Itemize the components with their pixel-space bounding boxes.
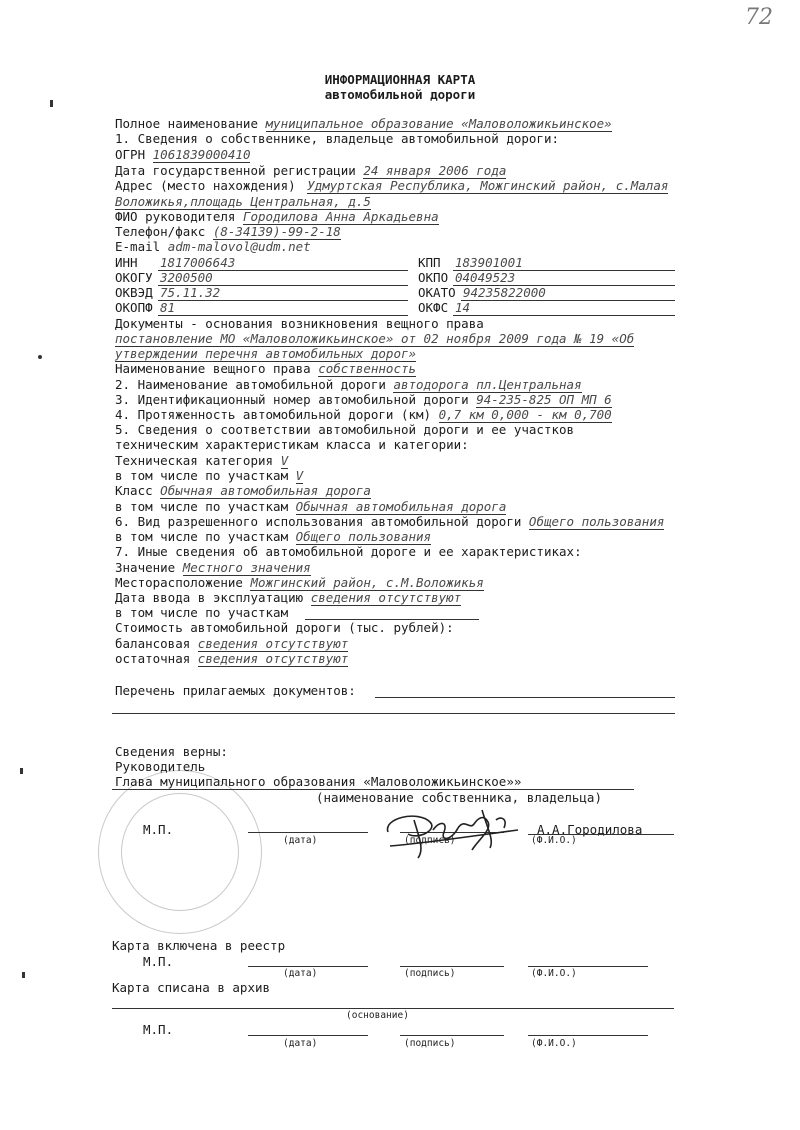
- balance-value: сведения отсутствуют: [197, 636, 349, 651]
- kpp-label: КПП: [418, 255, 441, 270]
- balance-label: балансовая: [115, 636, 191, 651]
- email-label: E-mail: [115, 239, 161, 254]
- signature-caption-1: (подпись): [404, 835, 456, 846]
- significance-label: Значение: [115, 560, 176, 575]
- attached-docs-line-2: [112, 713, 675, 714]
- head-title: Руководитель: [115, 759, 206, 774]
- section-5-line-1: 5. Сведения о соответствии автомобильной дороги и ее участков: [115, 422, 575, 437]
- full-name-row: [115, 116, 612, 132]
- commission-row: [115, 590, 461, 606]
- signature-line-2: [400, 966, 504, 967]
- date-caption-2: (дата): [283, 968, 318, 979]
- signature-caption-3: (подпись): [404, 1038, 456, 1049]
- phone-label: Телефон/факс: [115, 224, 206, 239]
- okogu-label: ОКОГУ: [115, 270, 153, 285]
- right-name-label: Наименование вещного права: [115, 361, 311, 376]
- date-line-3: [248, 1035, 368, 1036]
- okopf-label: ОКОПФ: [115, 300, 153, 315]
- head-label: ФИО руководителя: [115, 209, 236, 224]
- docs-basis-value-1: [115, 331, 634, 347]
- document-subtitle: автомобильной дороги: [324, 87, 476, 102]
- okpo-value: 04049523: [455, 270, 516, 285]
- page-number: 72: [745, 5, 773, 30]
- official-seal: [98, 770, 262, 934]
- class-value: Обычная автомобильная дорога: [160, 483, 371, 498]
- class-label: Класс: [115, 483, 153, 498]
- okfs-label: ОКФС: [418, 300, 449, 315]
- okved-label: ОКВЭД: [115, 285, 153, 300]
- section-4-label: 4. Протяженность автомобильной дороги (км): [115, 407, 432, 422]
- section-2-label: 2. Наименование автомобильной дороги: [115, 377, 386, 392]
- commission-label: Дата ввода в эксплуатацию: [115, 590, 304, 605]
- ogrn-label: ОГРН: [115, 147, 146, 162]
- seal-place-3: М.П.: [143, 1022, 174, 1037]
- location-row: [115, 575, 484, 591]
- tech-category-parts-row: [115, 468, 303, 484]
- balance-row: [115, 636, 348, 652]
- okved-line: [158, 300, 408, 301]
- docs-basis-label: Документы - основания возникновения вещного права: [115, 316, 484, 331]
- tech-category-row: [115, 453, 288, 469]
- okato-line: [461, 300, 675, 301]
- seal-place-2: М.П.: [143, 954, 174, 969]
- residual-row: [115, 651, 348, 667]
- head-value: Городилова Анна Аркадьевна: [242, 209, 439, 224]
- right-name-row: [115, 361, 416, 377]
- signature-line-3: [400, 1035, 504, 1036]
- class-parts-label: в том числе по участкам: [115, 499, 289, 514]
- tech-category-parts-value: V: [295, 468, 304, 483]
- fio-caption-1: (Ф.И.О.): [531, 835, 577, 846]
- address-row-2: [115, 194, 371, 210]
- section-6-row: [115, 514, 664, 530]
- reg-date-row: [115, 163, 506, 179]
- ogrn-row: [115, 147, 250, 163]
- class-row: [115, 483, 371, 499]
- okfs-value: 14: [455, 300, 471, 315]
- inn-label: ИНН: [115, 255, 138, 270]
- fio-line-2: [528, 966, 648, 967]
- commission-value: сведения отсутствуют: [310, 590, 462, 605]
- ogrn-value: 1061839000410: [152, 147, 251, 162]
- section-4-value: 0,7 км 0,000 - км 0,700: [438, 407, 612, 422]
- head-organization: Глава муниципального образования «Маловоложикьинское»»: [115, 774, 522, 789]
- full-name-label: Полное наименование: [115, 116, 258, 131]
- section-4-row: [115, 407, 612, 423]
- scan-mark: [20, 768, 23, 774]
- residual-label: остаточная: [115, 651, 191, 666]
- phone-value: (8-34139)-99-2-18: [212, 224, 341, 239]
- right-name-value: собственность: [318, 361, 417, 376]
- date-caption-3: (дата): [283, 1038, 318, 1049]
- head-row: [115, 209, 439, 225]
- significance-row: [115, 560, 311, 576]
- fio-caption-2: (Ф.И.О.): [531, 968, 577, 979]
- signer-name: А.А.Городилова: [537, 822, 643, 837]
- tech-category-label: Техническая категория: [115, 453, 274, 468]
- archive-label: Карта списана в архив: [112, 980, 271, 995]
- significance-value: Местного значения: [182, 560, 311, 575]
- location-label: Месторасположение: [115, 575, 243, 590]
- handwritten-signature: [378, 800, 528, 866]
- address-label: Адрес (место нахождения): [115, 178, 296, 193]
- section-6-parts-value: Общего пользования: [295, 529, 432, 544]
- attached-docs-line-1: [375, 697, 675, 698]
- email-row: [115, 239, 311, 254]
- fio-caption-3: (Ф.И.О.): [531, 1038, 577, 1049]
- reg-date-value: 24 января 2006 года: [363, 163, 507, 178]
- section-1-title: 1. Сведения о собственнике, владельце автомобильной дороги:: [115, 131, 560, 146]
- class-parts-row: [115, 499, 506, 515]
- section-2-row: [115, 377, 582, 393]
- okogu-value: 3200500: [160, 270, 213, 285]
- docs-basis-text-1: постановление МО «Маловоложикьинское» от 02 ноября 2009 года № 19 «Об: [115, 331, 635, 346]
- section-3-value: 94-235-825 ОП МП 6: [476, 392, 612, 407]
- seal-place-1: М.П.: [143, 822, 174, 837]
- section-6-label: 6. Вид разрешенного использования автомобильной дороги: [115, 514, 522, 529]
- fio-line-3: [528, 1035, 648, 1036]
- commission-parts-label: в том числе по участкам: [115, 605, 289, 620]
- date-line-2: [248, 966, 368, 967]
- class-parts-value: Обычная автомобильная дорога: [295, 499, 507, 514]
- okpo-label: ОКПО: [418, 270, 449, 285]
- date-caption-1: (дата): [283, 835, 318, 846]
- location-value: Можгинский район, с.М.Воложикья: [250, 575, 484, 590]
- okved-value: 75.11.32: [160, 285, 221, 300]
- seal-inner-ring: [121, 793, 239, 911]
- scan-mark: [22, 972, 25, 978]
- okfs-line: [453, 315, 675, 316]
- tech-category-value: V: [280, 453, 289, 468]
- section-6-parts-row: [115, 529, 431, 545]
- residual-value: сведения отсутствуют: [197, 651, 349, 666]
- email-value: adm-malovol@udm.net: [167, 239, 311, 254]
- kpp-value: 183901001: [455, 255, 523, 270]
- section-3-row: [115, 392, 612, 408]
- section-6-value: Общего пользования: [528, 514, 665, 529]
- phone-row: [115, 224, 341, 240]
- okato-label: ОКАТО: [418, 285, 456, 300]
- scan-mark: [38, 355, 42, 359]
- full-name-value: муниципальное образование «Маловоложикьинское»: [265, 116, 612, 131]
- okopf-value: 81: [160, 300, 176, 315]
- inn-value: 1817006643: [160, 255, 236, 270]
- address-value-line1: Удмуртская Республика, Можгинский район, с.Малая: [307, 178, 669, 193]
- address-row: [115, 178, 668, 194]
- document-title: ИНФОРМАЦИОННАЯ КАРТА: [324, 72, 476, 87]
- signature-caption-2: (подпись): [404, 968, 456, 979]
- okato-value: 94235822000: [463, 285, 546, 300]
- section-7-title: 7. Иные сведения об автомобильной дороге и ее характеристиках:: [115, 544, 582, 559]
- basis-line: [112, 1008, 674, 1009]
- basis-caption: (основание): [346, 1010, 409, 1021]
- docs-basis-text-2: утверждении перечня автомобильных дорог»: [115, 346, 417, 361]
- attached-docs-label: Перечень прилагаемых документов:: [115, 683, 356, 698]
- reg-date-label: Дата государственной регистрации: [115, 163, 356, 178]
- verified-label: Сведения верны:: [115, 744, 228, 759]
- section-6-parts-label: в том числе по участкам: [115, 529, 289, 544]
- registry-label: Карта включена в реестр: [112, 938, 286, 953]
- docs-basis-value-2: [115, 346, 416, 362]
- section-5-line-2: техническим характеристикам класса и категории:: [115, 437, 469, 452]
- date-line-1: [248, 832, 368, 833]
- section-2-value: автодорога пл.Центральная: [393, 377, 582, 392]
- address-value-line2: Воложикья,площадь Центральная, д.5: [115, 194, 371, 209]
- cost-title: Стоимость автомобильной дороги (тыс. рублей):: [115, 620, 454, 635]
- tech-category-parts-label: в том числе по участкам: [115, 468, 289, 483]
- section-3-label: 3. Идентификационный номер автомобильной дороги: [115, 392, 469, 407]
- owner-caption: (наименование собственника, владельца): [316, 790, 602, 805]
